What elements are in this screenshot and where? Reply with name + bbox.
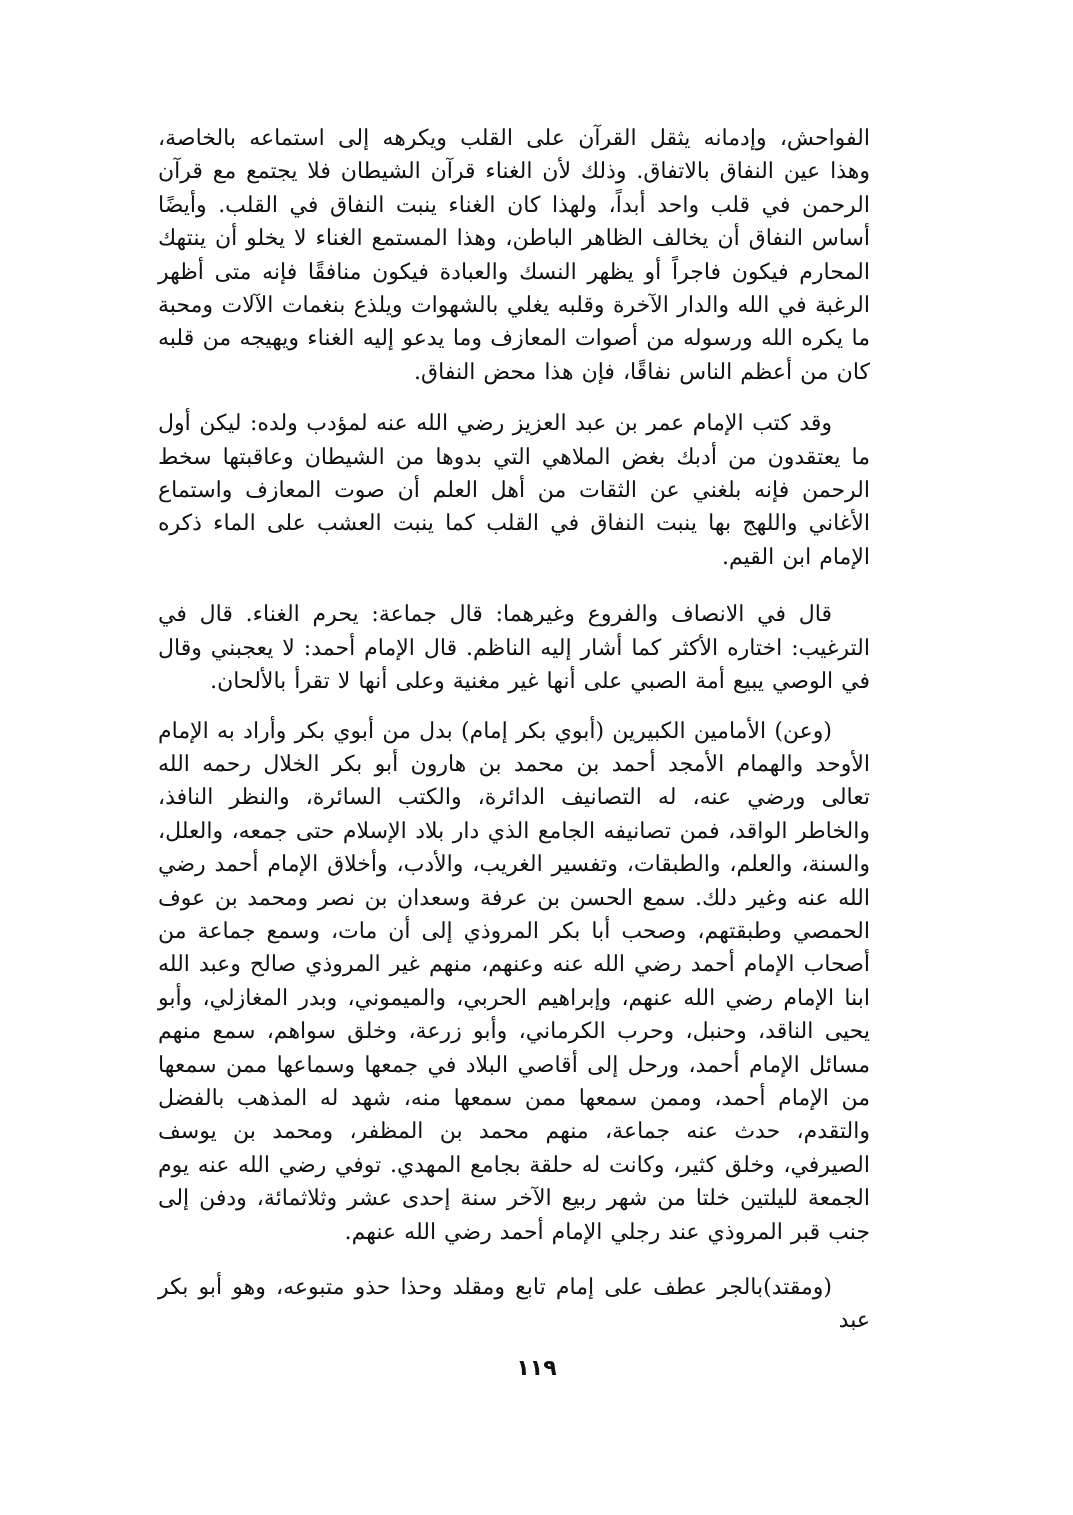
paragraph-5: (ومقتد)بالجر عطف على إمام تابع ومقلد وحذا حذو متبوعه، وهو أبو بكر عبد	[158, 1275, 870, 1334]
paragraph-1: الفواحش، وإدمانه يثقل القرآن على القلب ويكرهه إلى استماعه بالخاصة، وهذا عين النفاق بالاتفاق. وذلك لأن الغناء قرآن الشيطان فلا يجتمع مع قرآن الرحمن في قلب واحد أبداً، ولهذا كان الغناء ينبت النفاق في القلب. وأيضًا أساس النفاق أن يخالف الظاهر الباطن، وهذا المستمع الغناء لا يخلو أن ينتهك المحارم فيكون فاجراً أو يظهر النسك والعبادة فيكون منافقًا فإنه متى أظهر الرغبة في الله والدار الآخرة وقلبه يغلي بالشهوات ويلذع بنغمات الآلات ومحبة ما يكره الله ورسوله من أصوات المعازف وما يدعو إليه الغناء ويهيجه من قلبه كان من أعظم الناس نفاقًا، فإن هذا محض النفاق.	[158, 126, 870, 385]
body-text	[158, 112, 870, 1338]
paragraph-2: وقد كتب الإمام عمر بن عبد العزيز رضي الله عنه لمؤدب ولده: ليكن أول ما يعتقدون من أدبك بغض الملاهي التي بدوها من الشيطان وعاقبتها سخط الرحمن فإنه بلغني عن الثقات من أهل العلم أن صوت المعازف واستماع الأغاني واللهج بها ينبت النفاق في القلب كما ينبت العشب على الماء ذكره الإمام ابن القيم.	[158, 411, 870, 570]
paragraph-3: قال في الانصاف والفروع وغيرهما: قال جماعة: يحرم الغناء. قال في الترغيب: اختاره الأكثر كما أشار إليه الناظم. قال الإمام أحمد: لا يعجبني وقال في الوصي يبيع أمة الصبي على أنها غير مغنية وعلى أنها لا تقرأ بالألحان.	[158, 602, 870, 695]
paragraph-4: (وعن) الأمامين الكبيرين (أبوي بكر إمام) بدل من أبوي بكر وأراد به الإمام الأوحد والهمام الأمجد أحمد بن محمد بن هارون أبو بكر الخلال رحمه الله تعالى ورضي عنه، له التصانيف الدائرة، والكتب السائرة، والنظر النافذ، والخاطر الواقد، فمن تصانيفه الجامع الذي دار بلاد الإسلام حتى جمعه، والعلل، والسنة، والعلم، والطبقات، وتفسير الغريب، والأدب، وأخلاق الإمام أحمد رضي الله عنه وغير دلك. سمع الحسن بن عرفة وسعدان بن نصر ومحمد بن عوف الحمصي وطبقتهم، وصحب أبا بكر المروذي إلى أن مات، وسمع جماعة من أصحاب الإمام أحمد رضي الله عنه وعنهم، منهم غير المروذي صالح وعبد الله ابنا الإمام رضي الله عنهم، وإبراهيم الحربي، والميموني، وبدر المغازلي، وأبو يحيى الناقد، وحنبل، وحرب الكرماني، وأبو زرعة، وخلق سواهم، سمع منهم مسائل الإمام أحمد، ورحل إلى أقاصي البلاد في جمعها وسماعها ممن سمعها من الإمام أحمد، وممن سمعها ممن سمعها منه، شهد له المذهب بالفضل والتقدم، حدث عنه جماعة، منهم محمد بن المظفر، ومحمد بن يوسف الصيرفي، وخلق كثير، وكانت له حلقة بجامع المهدي. توفي رضي الله عنه يوم الجمعة لليلتين خلتا من شهر ربيع الآخر سنة إحدى عشر وثلاثمائة، ودفن إلى جنب قبر المروذي عند رجلي الإمام أحمد رضي الله عنهم.	[158, 718, 870, 1245]
page-number: ١١٩	[516, 1356, 557, 1381]
